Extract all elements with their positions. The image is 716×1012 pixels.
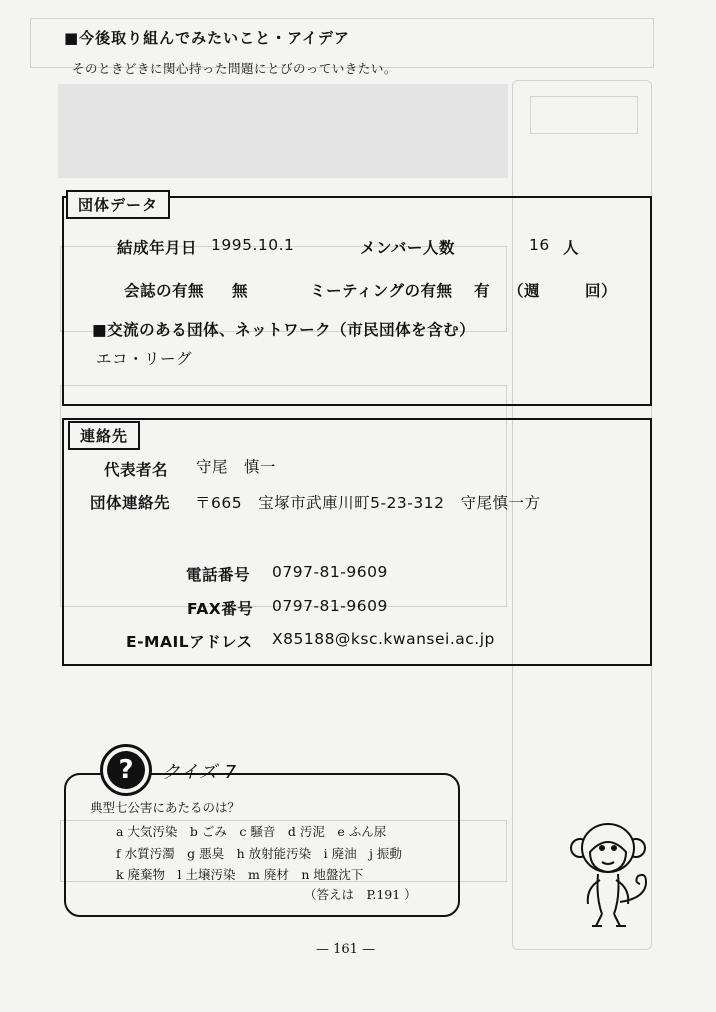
page-number: — 161 — xyxy=(316,942,376,957)
meeting-value: 有 xyxy=(474,282,491,300)
group-data-tab: 団体データ xyxy=(66,190,170,219)
phone-label: 電話番号 xyxy=(186,566,251,584)
fax-label: FAX番号 xyxy=(187,600,254,618)
email-value: X85188@ksc.kwansei.ac.jp xyxy=(272,630,495,648)
quiz-options-row-1: a 大気汚染 b ごみ c 騒音 d 汚泥 e ふん尿 xyxy=(116,824,387,839)
future-heading: ■今後取り組んでみたいこと・アイデア xyxy=(64,29,350,47)
quiz-question: 典型七公害にあたるのは？ xyxy=(90,800,241,815)
meeting-label: ミーティングの有無 xyxy=(310,282,453,300)
meeting-frequency-close: 回） xyxy=(585,282,618,300)
quiz-answer: （答えは P.191 ） xyxy=(304,887,417,902)
monkey-illustration xyxy=(566,818,658,940)
phone-value: 0797-81-9609 xyxy=(272,563,388,581)
quiz-options-row-2: f 水質汚濁 g 悪臭 h 放射能汚染 i 廃油 j 振動 xyxy=(116,846,402,861)
contact-box xyxy=(62,418,652,666)
members-unit: 人 xyxy=(563,239,580,257)
founded-value: 1995.10.1 xyxy=(211,236,295,254)
bleed-sidebar-title xyxy=(530,96,638,134)
founded-label: 結成年月日 xyxy=(117,239,198,257)
representative-label: 代表者名 xyxy=(104,461,169,479)
representative-value: 守尾 慎一 xyxy=(196,458,277,476)
fax-value: 0797-81-9609 xyxy=(272,597,388,615)
network-value: エコ・リーグ xyxy=(96,350,193,368)
meeting-frequency-open: （週 xyxy=(508,282,541,300)
contact-tab: 連絡先 xyxy=(68,421,140,450)
members-value: 16 xyxy=(529,236,550,254)
email-label: E-MAILアドレス xyxy=(126,633,253,651)
quiz-options-row-3: k 廃棄物 l 土壌汚染 m 廃材 n 地盤沈下 xyxy=(116,867,364,882)
future-text: そのときどきに関心持った問題にとびのっていきたい。 xyxy=(72,61,397,76)
group-data-box xyxy=(62,196,652,406)
quiz-title: クイズ 7 xyxy=(162,762,238,783)
bleed-gray-band xyxy=(58,84,508,178)
address-label: 団体連絡先 xyxy=(90,494,171,512)
question-mark-icon: ? xyxy=(107,751,145,789)
address-value: 〒665 宝塚市武庫川町5-23-312 守尾慎一方 xyxy=(195,494,541,512)
members-label: メンバー人数 xyxy=(360,239,455,257)
journal-label: 会誌の有無 xyxy=(124,282,205,300)
journal-value: 無 xyxy=(232,282,249,300)
network-heading: ■交流のある団体、ネットワーク（市民団体を含む） xyxy=(92,321,476,339)
